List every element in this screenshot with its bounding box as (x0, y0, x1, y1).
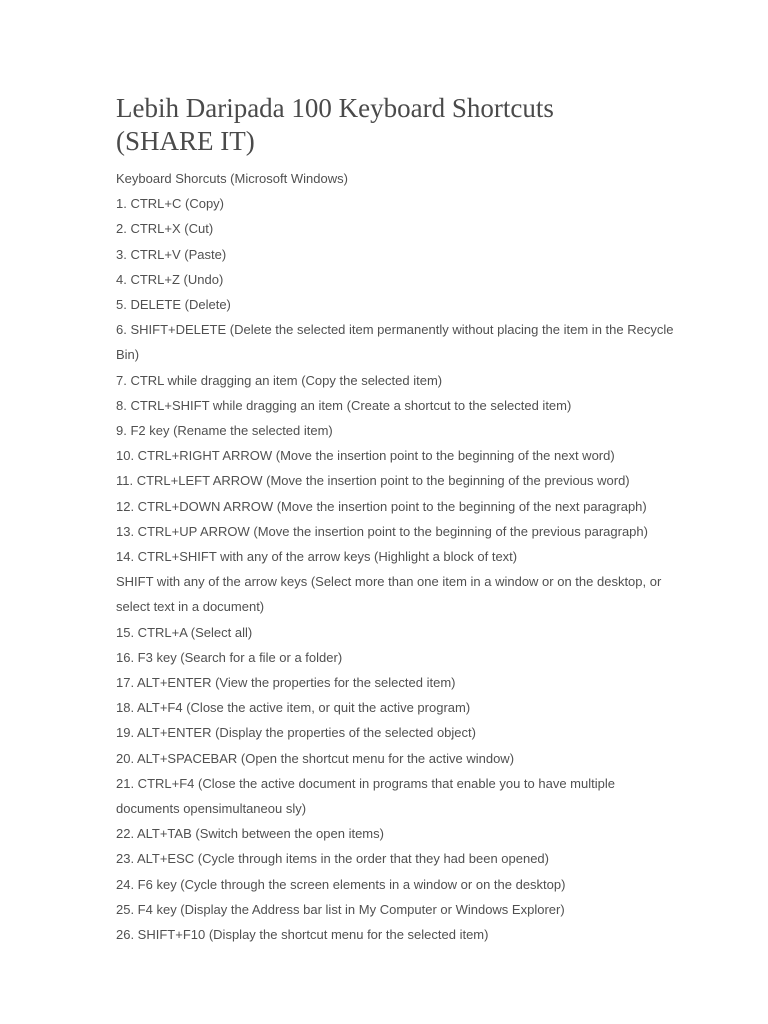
list-item: 25. F4 key (Display the Address bar list in My Computer or Windows Explorer) (116, 901, 565, 917)
list-item: 15. CTRL+A (Select all) (116, 624, 253, 640)
list-item: 16. F3 key (Search for a file or a folder) (116, 649, 343, 665)
list-item: 22. ALT+TAB (Switch between the open items) (116, 826, 384, 842)
list-item: 3. CTRL+V (Paste) (116, 246, 227, 262)
list-item: 13. CTRL+UP ARROW (Move the insertion point to the beginning of the previous paragraph) (116, 523, 648, 539)
document-title (116, 92, 676, 158)
list-item: 4. CTRL+Z (Undo) (116, 271, 224, 287)
list-item: 20. ALT+SPACEBAR (Open the shortcut menu for the active window) (116, 750, 515, 766)
list-item: 18. ALT+F4 (Close the active item, or quit the active program) (116, 700, 471, 716)
shortcut-list (116, 191, 676, 947)
list-item: 14. CTRL+SHIFT with any of the arrow keys (Highlight a block of text) (116, 549, 518, 565)
list-item: 19. ALT+ENTER (Display the properties of the selected object) (116, 725, 476, 741)
list-item: 7. CTRL while dragging an item (Copy the selected item) (116, 372, 443, 388)
title-line-1: Lebih Daripada 100 Keyboard Shortcuts (116, 93, 554, 123)
list-item: 11. CTRL+LEFT ARROW (Move the insertion point to the beginning of the previous word) (116, 473, 630, 489)
list-item: 9. F2 key (Rename the selected item) (116, 423, 333, 439)
list-item: SHIFT with any of the arrow keys (Select more than one item in a window or on the desktop, or select text in a document) (116, 574, 662, 615)
list-item: 24. F6 key (Cycle through the screen elements in a window or on the desktop) (116, 876, 566, 892)
list-item: 17. ALT+ENTER (View the properties for the selected item) (116, 675, 456, 691)
list-item: 5. DELETE (Delete) (116, 297, 231, 313)
title-line-2: (SHARE IT) (116, 126, 255, 156)
list-item: 8. CTRL+SHIFT while dragging an item (Create a shortcut to the selected item) (116, 397, 572, 413)
list-item: 21. CTRL+F4 (Close the active document in programs that enable you to have multiple documents opensimultaneou sly) (116, 775, 615, 817)
document-subtitle: Keyboard Shorcuts (Microsoft Windows) (116, 171, 348, 186)
document-page (116, 92, 676, 947)
list-item: 10. CTRL+RIGHT ARROW (Move the insertion point to the beginning of the next word) (116, 448, 615, 464)
list-item: 2. CTRL+X (Cut) (116, 221, 214, 237)
list-item: 23. ALT+ESC (Cycle through items in the order that they had been opened) (116, 851, 549, 867)
list-item: 26. SHIFT+F10 (Display the shortcut menu for the selected item) (116, 927, 489, 943)
list-item: 12. CTRL+DOWN ARROW (Move the insertion point to the beginning of the next paragraph) (116, 498, 647, 514)
list-item: 1. CTRL+C (Copy) (116, 196, 224, 212)
list-item: 6. SHIFT+DELETE (Delete the selected item permanently without placing the item in the Recycle Bin) (116, 322, 674, 363)
